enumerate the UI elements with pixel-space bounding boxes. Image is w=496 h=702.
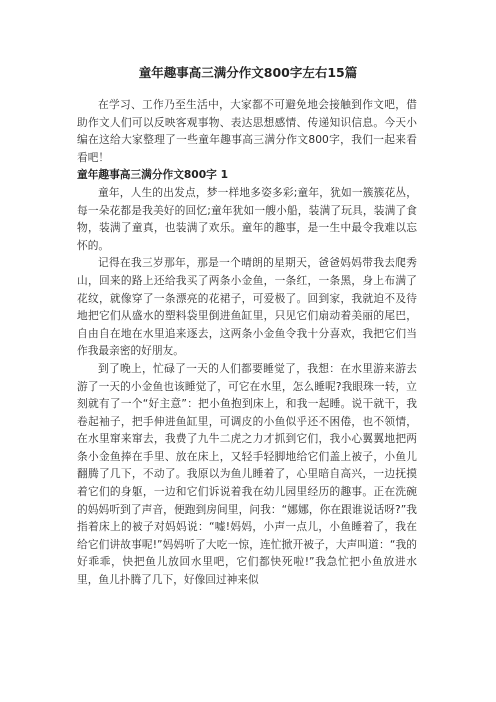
document-title: 童年趣事高三满分作文800字左右15篇: [138, 65, 358, 80]
body-paragraph-3: 到了晚上，忙碌了一天的人们都要睡觉了，我想：在水里游来游去游了一天的小金鱼也该睡觉了，可它在水里，怎么睡呢?我眼珠一转，立刻就有了一个“好主意”：把小鱼抱到床上，和我一起睡。说干就干，我卷起袖子，把手伸进鱼缸里，可调皮的小鱼似乎还不困倦，也不领情，在水里窜来窜去，我费了九牛二虎之力才抓到它们，我小心翼翼地把两条小金鱼捧在手里、放在床上，又轻手轻脚地给它们盖上被子，小鱼儿翻腾了几下，不动了。我原以为鱼儿睡着了，心里暗自高兴，一边抚摸着它们的身躯，一边和它们诉说着我在幼儿园里经历的趣事。正在洗碗的妈妈听到了声音，便跑到房间里，问我：“娜娜，你在跟谁说话呀?”我指着床上的被子对妈妈说：“嘘!妈妈，小声一点儿，小鱼睡着了，我在给它们讲故事呢!”妈妈听了大吃一惊，连忙掀开被子，大声叫道：“我的好乖乖，快把鱼儿放回水里吧，它们都快死啦!”我急忙把小鱼放进水里，鱼儿扑腾了几下，好像回过神来似: [77, 361, 417, 587]
intro-paragraph: 在学习、工作乃至生活中，大家都不可避免地会接触到作文吧，借助作文人们可以反映客观事物、表达思想感情、传递知识信息。今天小编在这给大家整理了一些童年趣事高三满分作文800字，我们一起来看看吧！: [77, 98, 417, 164]
body-paragraph-2: 记得在我三岁那年，那是一个晴朗的星期天，爸爸妈妈带我去爬秀山，回来的路上还给我买了两条小金鱼，一条红，一条黑，身上布满了花纹，就像穿了一条漂亮的花裙子，可爱极了。回到家，我就迫不及待地把它们从盛水的塑料袋里倒进鱼缸里，只见它们扇动着美丽的尾巴，自由自在地在水里追来逐去，这两条小金鱼令我十分喜欢，我把它们当作我最亲密的好朋友。: [77, 256, 417, 358]
document-body: [77, 96, 417, 589]
body-paragraph-1: 童年，人生的出发点，梦一样地多姿多彩;童年，犹如一簇簇花丛，每一朵花都是我美好的回忆;童年犹如一艘小船，装满了玩具，装满了食物，装满了童真，也装满了欢乐。童年的趣事，是一生中最令我难以忘怀的。: [77, 185, 417, 252]
section-heading: 童年趣事高三满分作文800字 1: [77, 168, 229, 182]
